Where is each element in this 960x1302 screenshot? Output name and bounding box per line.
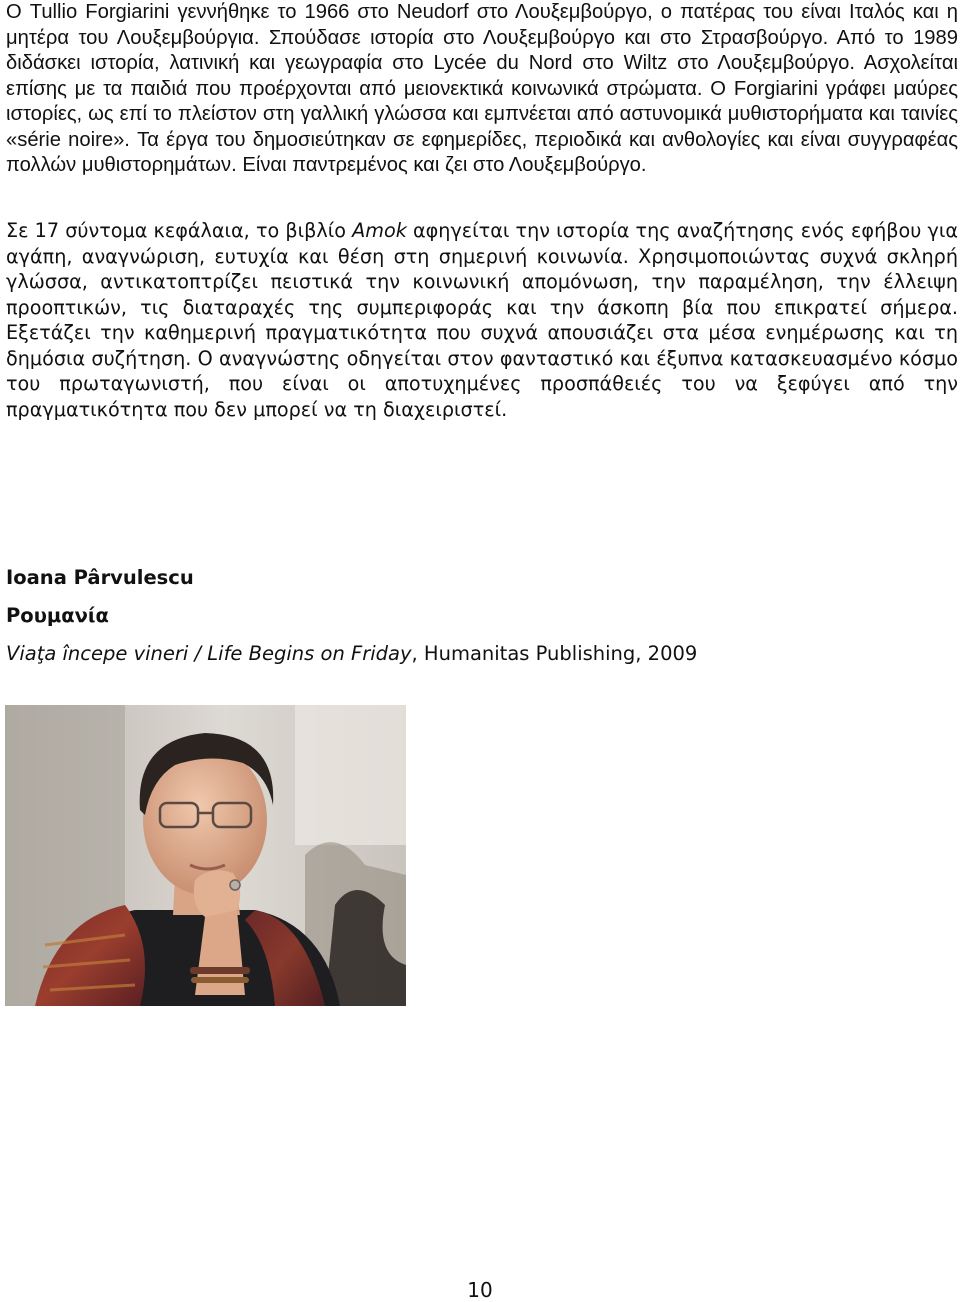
book-citation <box>6 641 697 667</box>
book-description-paragraph <box>6 218 958 422</box>
page-number: 10 <box>467 1278 493 1302</box>
author-country: Ρουμανία <box>6 604 109 627</box>
book-description-lead: Σε 17 σύντομα κεφάλαια, το βιβλίο <box>6 219 353 242</box>
author-name: Ioana Pârvulescu <box>6 566 194 589</box>
author-photo <box>5 705 406 1006</box>
book-title: Viaţa începe vineri / Life Begins on Friday <box>6 642 412 665</box>
book-title-amok: Amok <box>352 219 407 242</box>
book-description-body: αφηγείται την ιστορία της αναζήτησης ενός εφήβου για αγάπη, αναγνώριση, ευτυχία και θέση στη σημερινή κοινωνία. Χρησιμοποιώντας συχνά σκληρή γλώσσα, αντικατοπτρίζει πειστικά την κοινωνική απομόνωση, την παραμέληση, την έλλειψη προοπτικών, τις διαταραχές της συμπεριφοράς και την άσκοπη βία που επικρατεί σήμερα. Εξετάζει την καθημερινή πραγματικότητα που συχνά απουσιάζει στα μέσα ενημέρωσης και τη δημόσια συζήτηση. Ο αναγνώστης οδηγείται στον φανταστικό και έξυπνα κατασκευασμένο κόσμο του πρωταγωνιστή, που είναι οι αποτυχημένες προσπάθειές του να ξεφύγει από την πραγματικότητα που δεν μπορεί να τη διαχειριστεί. <box>6 219 958 421</box>
author-bio-paragraph: Ο Tullio Forgiarini γεννήθηκε το 1966 στο Neudorf στο Λουξεμβούργο, ο πατέρας του είναι Ιταλός και η μητέρα του Λουξεμβούργια. Σπούδασε ιστορία στο Λουξεμβούργο και στο Στρασβούργο. Από το 1989 διδάσκει ιστορία, λατινική και γεωγραφία στο Lycée du Nord στο Wiltz στο Λουξεμβούργο. Ασχολείται επίσης με τα παιδιά που προέρχονται από μειονεκτικά κοινωνικά στρώματα. Ο Forgiarini γράφει μαύρες ιστορίες, ως επί το πλείστον στη γαλλική γλώσσα και εμπνέεται από αστυνομικά μυθιστορήματα και ταινίες «série noire». Τα έργα του δημοσιεύτηκαν σε εφημερίδες, περιοδικά και ανθολογίες και είναι συγγραφέας πολλών μυθιστορημάτων. Είναι παντρεμένος και ζει στο Λουξεμβούργο. <box>6 1 958 176</box>
book-publisher: , Humanitas Publishing, 2009 <box>411 642 698 665</box>
author-portrait-image <box>5 705 406 1006</box>
